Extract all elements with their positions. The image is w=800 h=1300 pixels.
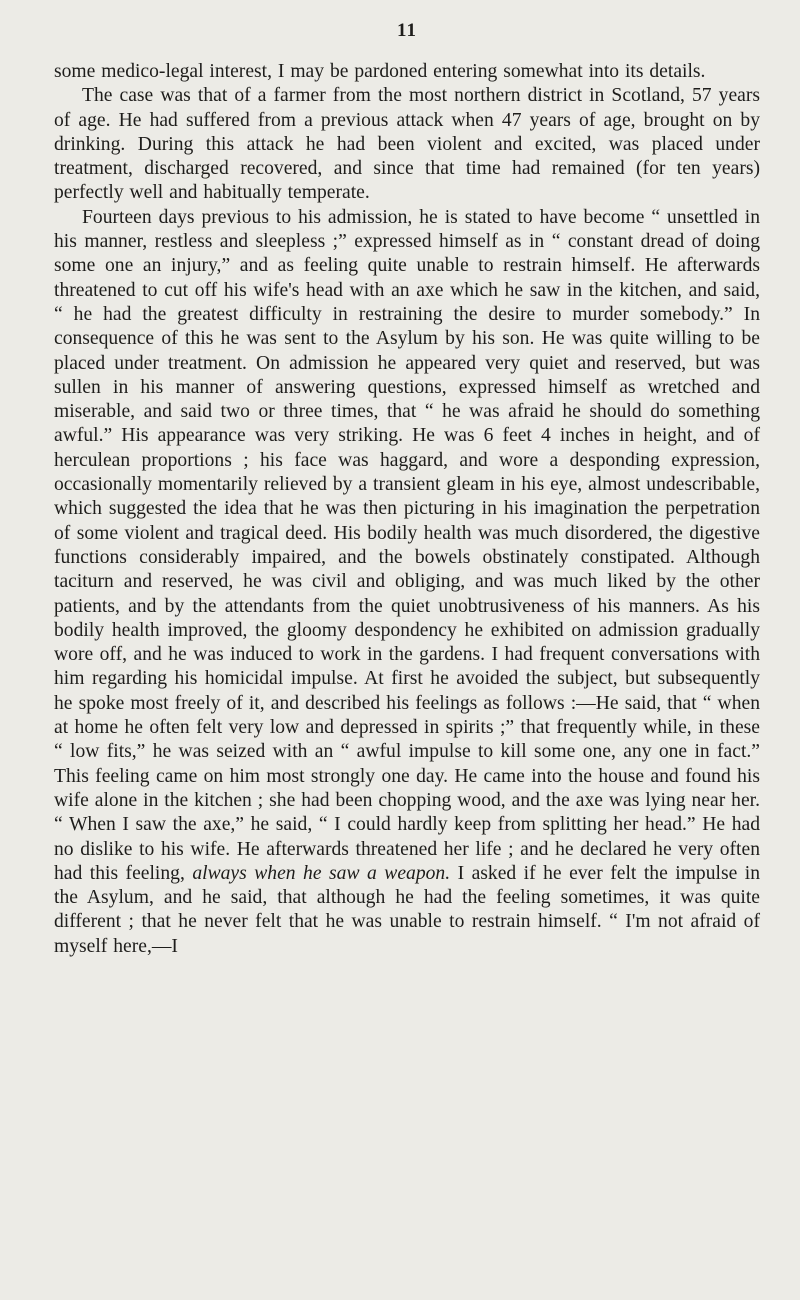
paragraph-1 (54, 60, 760, 84)
body-text (54, 60, 760, 959)
paragraph-3-text-part-2: I asked if he ever felt the impulse in the Asylum, and he said, that although he had the feeling sometimes, it was quite different ; that he never felt that he was unable to restrain himself. “ I'm not afraid of myself here,—I (54, 862, 761, 957)
paragraph-3-text-part-1: Fourteen days previous to his admission, he is stated to have become “ unsettled in his manner, restless and sleepless ;” expressed himself as in “ constant dread of doing some one an injury,” and as feeling quite unable to restrain himself. He afterwards threatened to cut off his wife's head with an axe which he saw in the kitchen, and said, “ he had the greatest difficulty in restraining the desire to murder somebody.” In consequence of this he was sent to the Asylum by his son. He was quite willing to be placed under treatment. On admission he appeared very quiet and reserved, but was sullen in his manner of answering questions, expressed himself as wretched and miserable, and said two or three times, that “ he was afraid he should do something awful.” His appearance was very striking. He was 6 feet 4 inches in height, and of herculean proportions ; his face was haggard, and wore a desponding expression, occasionally momentarily relieved by a transient gleam in his eye, almost undescribable, which suggested the idea that he was then picturing in his imagination the perpetration of some violent and tragical deed. His bodily health was much disordered, the digestive functions considerably impaired, and the bowels obstinately constipated. Although taciturn and reserved, he was civil and obliging, and was much liked by the other patients, and by the attendants from the quiet unobtrusiveness of his manners. As his bodily health improved, the gloomy despondency he exhibited on admission gradually wore off, and he was induced to work in the gardens. I had frequent conversations with him regarding his homicidal impulse. At first he avoided the subject, but subsequently he spoke most freely of it, and described his feelings as follows :—He said, that “ when at home he often felt very low and depressed in spirits ;” that frequently while, in these “ low fits,” he was seized with an “ awful impulse to kill some one, any one in fact.” This feeling came on him most strongly one day. He came into the house and found his wife alone in the kitchen ; she had been chopping wood, and the axe was lying near her. “ When I saw the axe,” he said, “ I could hardly keep from splitting her head.” He had no dislike to his wife. He afterwards threatened her life ; and he declared he very often had this feeling, (54, 206, 760, 884)
paragraph-2-text: The case was that of a farmer from the most northern district in Scotland, 57 years of age. He had suffered from a previous attack when 47 years of age, brought on by drinking. During this attack he had been violent and excited, was placed under treatment, discharged recovered, and since that time had remained (for ten years) perfectly well and habitually temperate. (54, 85, 760, 204)
page-number: 11 (397, 20, 417, 41)
paragraph-1-text: some medico-legal interest, I may be pardoned entering somewhat into its details. (54, 61, 706, 82)
paragraph-2 (54, 84, 760, 205)
paragraph-3-italic-phrase: always when he saw a weapon. (192, 862, 451, 884)
paragraph-3 (54, 206, 760, 959)
